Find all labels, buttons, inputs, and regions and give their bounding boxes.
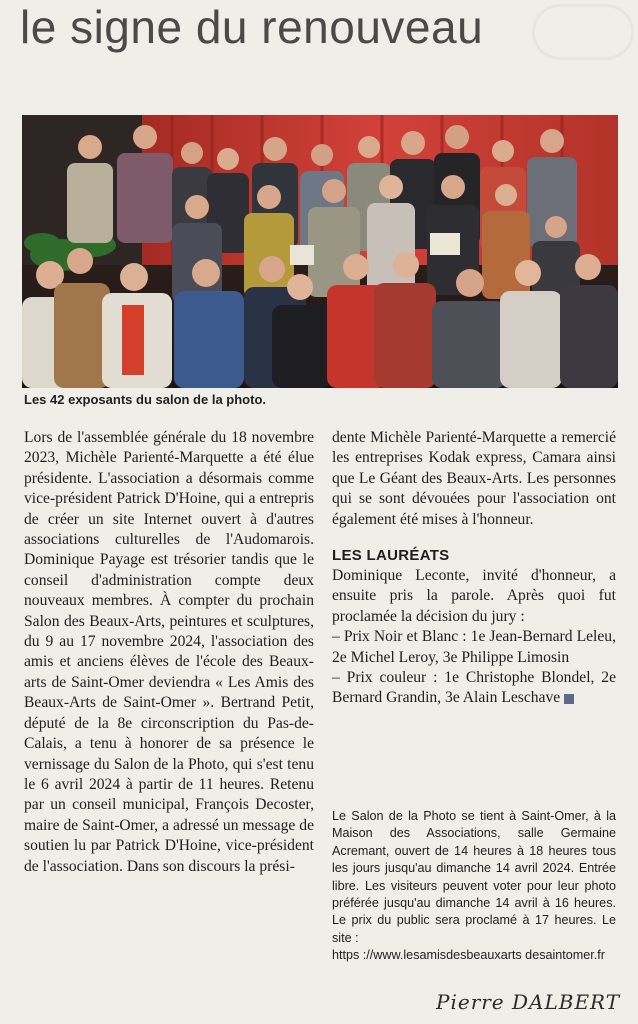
section-subhead: LES LAURÉATS xyxy=(332,547,450,565)
faded-background-letter xyxy=(532,4,634,60)
article-column-left xyxy=(24,428,314,877)
headline: le signe du renouveau xyxy=(20,1,484,53)
prize-black-white: – Prix Noir et Blanc : 1e Jean-Bernard Leleu, 2e Michel Leroy, 3e Philippe Limosin xyxy=(332,628,616,666)
article-paragraph-continued: dente Michèle Parienté-Marquette a remercié les entreprises Kodak express, Camara ainsi que Le Géant des Beaux-Arts. Les personnes qui se sont dévouées pour l'association ont également été mises à l'honneur. xyxy=(332,429,616,528)
article-column-right xyxy=(332,428,616,709)
photo-caption: Les 42 exposants du salon de la photo. xyxy=(24,392,266,407)
author-signature: Pierre DALBERT xyxy=(436,990,621,1014)
website-url: https ://www.lesamisdesbeauxarts desaintomer.fr xyxy=(332,948,605,963)
article-paragraph: Lors de l'assemblée générale du 18 novembre 2023, Michèle Parienté-Marquette a été élue présidente. L'association a désormais comme vice-président Patrick D'Hoine, qui a entrepris de créer un site Internet ouvert à d'autres associations culturelles de l'Audomarois. Dominique Payage est trésorier tandis que le conseil d'administration compte deux nouveaux membres. À compter du prochain Salon des Beaux-Arts, peintures et sculptures, du 9 au 17 novembre 2024, l'association des amis et anciens élèves de l'école des Beaux-arts de Saint-Omer deviendra « Les Amis des Beaux-Arts de Saint-Omer ». Bertrand Petit, député de la 8e circonscription du Pas-de-Calais, a tenu à honorer de sa présence le vernissage du Salon de la Photo, qui s'est tenu le 6 avril 2024 à partir de 11 heures. Retenu par un conseil municipal, François Decoster, maire de Saint-Omer, a adressé un message de soutien lu par Patrick D'Hoine, vice-président de l'association. Dans son discours la prési- xyxy=(24,429,314,875)
prize-color: – Prix couleur : 1e Christophe Blondel, 2e Bernard Grandin, 3e Alain Leschave xyxy=(332,669,616,707)
info-text: Le Salon de la Photo se tient à Saint-Omer, à la Maison des Associations, salle Germaine Acremant, ouvert de 14 heures à 18 heures tous les jours jusqu'au dimanche 14 avril 2024. Entrée libre. Les visiteurs peuvent voter pour leur photo préférée jusqu'au dimanche 14 avril à 16 heures. Le prix du public sera proclamé à 17 heures. Le site : xyxy=(332,809,616,945)
laureats-intro: Dominique Leconte, invité d'honneur, a ensuite pris la parole. Après quoi fut proclamée la décision du jury : xyxy=(332,567,616,625)
group-photo xyxy=(22,115,618,388)
info-box xyxy=(332,808,616,965)
end-marker-icon xyxy=(564,694,574,704)
